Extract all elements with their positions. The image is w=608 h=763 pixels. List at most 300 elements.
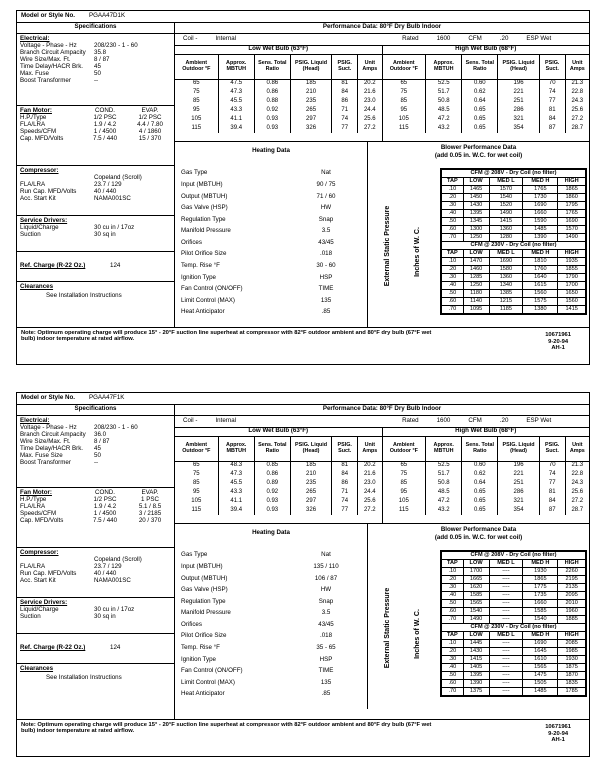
perf-cell: 77 [332,124,358,133]
heating-key: Heat Anticipator [181,308,225,316]
perf-cell: 235 [290,479,332,488]
table-row [175,497,382,506]
perf-header-cell: Sens. Total Ratio [254,55,290,79]
table-row [175,115,382,124]
spec-value: -- [94,76,99,84]
heating-value: HW [320,586,332,594]
blower-cell: 1620 [463,584,489,592]
heating-key: Regulation Type [181,215,226,223]
doc-codes [545,724,571,744]
table-row [442,274,586,282]
blower-title: Blower Performance Data [440,526,517,533]
low-wet-bulb-title: Low Wet Bulb (63°F) [175,428,382,437]
blower-cell: 1660 [523,600,558,608]
lower-section [175,142,589,327]
model-label: Model or Style No. [21,12,75,20]
doc-code-2: 9-20-94 [548,338,569,345]
table-row [442,576,586,584]
esp-axis-label [376,554,400,702]
cond-value: 1/2 PSC [93,113,117,121]
perf-cell: 20.2 [363,80,376,87]
blower-cell: .40 [442,592,464,600]
blower-cell: .60 [442,608,464,616]
blower-group-title-row [442,552,586,560]
low-wet-bulb-title: Low Wet Bulb (63°F) [175,46,382,55]
blower-cell: 2260 [558,568,586,576]
perf-cell: 0.89 [254,479,290,488]
blower-col-header: HIGH [558,560,586,568]
perf-cell: 321 [498,497,540,506]
table-row [175,488,382,497]
blower-table [440,168,587,315]
perf-cell: 85 [383,97,426,106]
spec-value: NAMA001SC [94,194,131,202]
blower-cell: ---- [489,680,523,688]
perf-cell: 21.3 [571,80,584,87]
spec-value: 40 / 440 [94,569,117,577]
blower-cell: 1185 [489,306,523,314]
spec-key: Wire Size/Max. Ft. [20,55,71,63]
table-row [383,115,590,124]
ref-charge-section [17,634,174,664]
blower-cell: 1485 [523,688,558,696]
blower-cell: 1585 [523,608,558,616]
spec-value: 30 cu in / 17oz [94,223,135,231]
perf-cell: 20.2 [363,462,376,469]
electrical-section [17,416,174,488]
table-row [442,616,586,624]
rated-label: Rated [402,35,419,43]
perf-cell: 43.3 [218,488,254,497]
spec-value: 208/230 - 1 - 60 [94,423,138,431]
blower-col-header: LOW [463,560,489,568]
blower-col-row [442,178,586,186]
blower-cell: 1640 [523,274,558,282]
blower-cell: 1485 [523,226,558,234]
blower-cell: 2135 [558,584,586,592]
blower-cell: 1540 [463,608,489,616]
blower-cell: .50 [442,290,464,298]
perf-cell: 0.65 [462,497,498,506]
spec-value: Copeland (Scroll) [94,555,142,563]
perf-cell: 27.2 [363,125,376,132]
spec-key: Acc. Start Kit [20,194,56,202]
perf-cell: 21.3 [571,462,584,469]
heating-key: Manifold Pressure [181,227,231,235]
blower-col-header: TAP [442,178,464,186]
heating-value: HW [320,204,332,212]
perf-cell: 70 [539,461,565,470]
perf-cell: 27.2 [571,116,584,123]
table-row [383,461,590,470]
clearances-title: Clearances [20,665,54,672]
spec-sheet-2 [16,392,590,757]
blower-cell: 1360 [489,274,523,282]
blower-cell: .30 [442,274,464,282]
perf-cell: 105 [383,497,426,506]
perf-cell: 0.85 [254,461,290,470]
perf-cell: 85 [175,97,218,106]
electrical-rows [20,425,171,467]
perf-cell: 86 [332,97,358,106]
heating-row [175,272,367,284]
blower-cell: 1875 [558,664,586,672]
heating-title: Heating Data [252,529,290,536]
spec-value: 50 [94,69,101,77]
cond-value: 7.5 / 440 [92,134,118,142]
blower-cell: 1140 [463,298,489,306]
perf-cell: 25.6 [571,489,584,496]
blower-cell: 1645 [523,648,558,656]
fan-motor-title: Fan Motor: [20,107,52,114]
esp-label: ESP Wet [526,35,552,43]
spec-row [20,460,171,467]
blower-cell: .50 [442,218,464,226]
blower-cell: ---- [489,608,523,616]
blower-col-header: MED L [489,632,523,640]
blower-cell: 1470 [463,258,489,266]
perf-cell: 115 [383,506,426,515]
spec-key: FLA/LRA [20,120,46,128]
spec-value: 36.0 [94,430,107,438]
spec-key: Voltage - Phase - Hz [20,41,77,49]
blower-title-block [368,142,589,168]
table-row [175,106,382,115]
perf-cell: 196 [498,79,540,88]
electrical-title: Electrical: [20,35,50,42]
table-row [383,488,590,497]
blower-cell: 2085 [558,640,586,648]
performance-column [175,23,589,327]
perf-cell: 354 [498,506,540,515]
perf-cell: 51.7 [426,88,462,97]
blower-col-header: MED H [523,250,558,258]
table-row [383,497,590,506]
heating-row [175,678,367,690]
perf-cell: 47.3 [218,88,254,97]
heating-key: Gas Valve (HSP) [181,586,228,594]
fan-motor-title: Fan Motor: [20,489,52,496]
blower-cell: 1285 [463,274,489,282]
blower-title-block [368,524,589,550]
blower-cell: 1930 [523,568,558,576]
heating-value: Snap [318,215,334,223]
high-wet-bulb-table [383,46,590,141]
perf-cell: 27.2 [571,498,584,505]
perf-cell: 24.3 [571,480,584,487]
high-wet-bulb-table [383,428,590,523]
perf-header-cell: PSIG. Suct. [332,437,358,461]
model-header [17,393,589,405]
heating-row [175,689,367,701]
perf-cell: 0.62 [462,88,498,97]
table-row [442,258,586,266]
table-row [442,568,586,576]
perf-cell: 65 [383,461,426,470]
table-row [383,470,590,479]
spec-key: Speeds/CFM [20,127,57,135]
blower-cell: .50 [442,672,464,680]
perf-header-cell: Approx. MBTUH [426,55,462,79]
blower-cell: 1565 [463,600,489,608]
blower-cell: 1475 [523,672,558,680]
perf-cell: 39.4 [218,506,254,515]
compressor-title: Compressor: [20,549,59,556]
spec-key: H.P./Type [20,113,47,121]
blower-col-header: TAP [442,250,464,258]
perf-cell: 0.86 [254,88,290,97]
heating-row [175,562,367,574]
perf-header-cell: PSIG. Liquid (Head) [498,55,540,79]
perf-cell: 65 [383,79,426,88]
rated-value: 1600 [436,417,451,425]
blower-cell: .60 [442,298,464,306]
perf-cell: 84 [332,88,358,97]
blower-cell: 2010 [558,600,586,608]
perf-cell: 65 [175,461,218,470]
blower-cell: 1450 [463,194,489,202]
specifications-title: Specifications [17,405,175,416]
heating-value: 135 [320,678,332,686]
coil-row [175,34,589,46]
perf-cell: 84 [539,115,565,124]
doc-code-3: AH-1 [551,345,565,352]
table-row [442,640,586,648]
perf-cell: 81 [332,461,358,470]
heating-data [175,524,368,709]
blower-cell: 1935 [558,258,586,266]
perf-cell: 0.92 [254,488,290,497]
blower-col-header: TAP [442,560,464,568]
heating-value: 43/45 [318,238,334,246]
cfm-label: CFM [468,417,482,425]
heating-value: 71 / 60 [316,192,336,200]
perf-cell: 74 [539,88,565,97]
model-label: Model or Style No. [21,394,75,402]
perf-header-cell: PSIG. Liquid (Head) [290,437,332,461]
perf-cell: 77 [539,97,565,106]
blower-cell: 1575 [523,298,558,306]
blower-performance [368,142,589,327]
spec-key: Suction [20,230,41,238]
spec-value: -- [94,458,99,466]
low-wet-bulb-grid [175,55,382,133]
blower-cell: ---- [489,600,523,608]
blower-grid [441,169,586,314]
fan-motor-rows [20,497,171,525]
perf-cell: 75 [175,88,218,97]
heating-key: Fan Control (ON/OFF) [181,667,243,675]
blower-col-header: MED L [489,250,523,258]
perf-header-cell: PSIG. Suct. [539,55,565,79]
perf-cell: 84 [332,470,358,479]
spec-key: Time Delay/HACR Brk. [20,444,84,452]
perf-cell: 0.86 [254,470,290,479]
spec-key: Boost Transformer [20,458,71,466]
blower-cell: 1375 [463,688,489,696]
perf-cell: 95 [175,488,218,497]
high-wet-bulb-grid [383,437,590,515]
table-row [175,79,382,88]
blower-cell: 1585 [463,592,489,600]
heating-key: Gas Valve (HSP) [181,204,228,212]
perf-cell: 50.8 [426,479,462,488]
perf-cell: 48.3 [218,461,254,470]
perf-cell: 0.62 [462,470,498,479]
blower-cell: 1570 [558,226,586,234]
heating-key: Limit Control (MAX) [181,296,235,304]
clearances-value: See Installation Instructions [46,673,122,681]
fan-motor-section [17,488,174,548]
perf-cell: 0.65 [462,124,498,133]
blower-cell: 1360 [489,226,523,234]
cfm-label: CFM [468,35,482,43]
heating-row [175,180,367,192]
perf-header-cell: Unit Amps [565,55,589,79]
heating-title: Heating Data [252,147,290,154]
spec-key: Cap. MFD/Volts [20,516,64,524]
table-row [442,186,586,194]
blower-cell: 1280 [489,234,523,242]
spec-key: FLA/LRA [20,562,46,570]
evap-value: 4.4 / 7.80 [137,120,163,128]
blower-cell: 1810 [523,258,558,266]
esp-axis-text: External Static Pressure [384,205,392,287]
cond-value: 1.9 / 4.2 [93,502,117,510]
perf-cell: 25.6 [363,116,376,123]
coil-label: Coil - [183,35,198,43]
heating-value: 106 / 87 [314,574,338,582]
service-drivers-title: Service Drivers: [20,217,68,224]
heating-key: Manifold Pressure [181,609,231,617]
blower-cell: 1580 [489,266,523,274]
blower-cell: 1395 [463,210,489,218]
blower-cell: 1390 [523,234,558,242]
heating-value: 135 [320,296,332,304]
blower-cell: 1690 [558,218,586,226]
perf-cell: 235 [290,97,332,106]
perf-cell: 297 [290,497,332,506]
doc-code-1: 10671961 [545,724,571,730]
table-row [383,479,590,488]
blower-cell: 1095 [463,306,489,314]
blower-subtitle: (add 0.05 in. W.C. for wet coil) [434,152,523,160]
blower-cell: .50 [442,600,464,608]
blower-cell: 1690 [523,202,558,210]
perf-cell: 70 [539,79,565,88]
perf-cell: 24.4 [363,489,376,496]
spec-key: Liquid/Charge [20,605,59,613]
blower-cell: .70 [442,616,464,624]
blower-cell: 1395 [463,672,489,680]
perf-cell: 265 [290,106,332,115]
blower-cell: ---- [489,656,523,664]
perf-cell: 47.5 [218,79,254,88]
blower-cell: 1885 [558,616,586,624]
table-row [442,266,586,274]
blower-cell: 1690 [523,640,558,648]
perf-cell: 0.92 [254,106,290,115]
heating-value: 3.5 [321,609,331,617]
perf-cell: 28.7 [571,507,584,514]
heating-row [175,596,367,608]
performance-title: Performance Data: 80°F Dry Bulb Indoor [175,23,589,34]
specifications-column [17,416,175,719]
model-value: PGAA47D1K [88,12,126,20]
blower-cell: 1415 [489,218,523,226]
clearances-value: See Installation Instructions [46,291,122,299]
table-row [442,656,586,664]
evap-label: EVAP. [141,489,159,496]
evap-value: 15 / 370 [138,134,162,142]
perf-cell: 115 [383,124,426,133]
perf-header-cell: Ambient Outdoor °F [383,437,426,461]
electrical-rows [20,43,171,85]
note-text: Note: Optimum operating charge will produce 15° - 20°F suction line superheat at compressor with 82°F outdoor ambient and 80°F dry bulb (67°F wet bulb) indoor temperature at rated airflow. [21,722,432,735]
service-drivers-section [17,598,174,634]
spec-value: Copeland (Scroll) [94,173,142,181]
blower-group-title: CFM @ 208V - Dry Coil (no filter) [442,170,586,178]
blower-col-header: MED H [523,560,558,568]
perf-cell: 74 [332,497,358,506]
blower-group-title-row [442,242,586,250]
perf-header-cell: Ambient Outdoor °F [175,55,218,79]
heating-row [175,608,367,620]
spec-key: Boost Transformer [20,76,71,84]
heating-row [175,168,367,180]
perf-header-cell: Ambient Outdoor °F [175,437,218,461]
heating-key: Limit Control (MAX) [181,678,235,686]
cond-value: 1/2 PSC [93,495,117,503]
perf-cell: 85 [383,479,426,488]
perf-header-cell: PSIG. Suct. [539,437,565,461]
blower-cell: .10 [442,258,464,266]
blower-cell: 1760 [523,266,558,274]
table-row [442,648,586,656]
table-row [175,88,382,97]
perf-header-cell: Approx. MBTUH [218,437,254,461]
perf-cell: 51.7 [426,470,462,479]
spec-value: 50 [94,451,101,459]
spec-value: 45 [94,444,101,452]
coil-value: Internal [215,35,237,43]
blower-cell: .40 [442,664,464,672]
blower-cell: 1415 [558,306,586,314]
blower-cell: .70 [442,688,464,696]
perf-cell: 25.6 [363,498,376,505]
perf-cell: 47.2 [426,115,462,124]
high-wet-bulb-title: High Wet Bulb (68°F) [383,428,590,437]
heating-rows [175,168,367,319]
doc-code-2: 9-20-94 [548,730,569,737]
spec-value: 8 / 87 [94,55,110,63]
blower-cell: 1490 [558,234,586,242]
blower-cell: .60 [442,226,464,234]
perf-cell: 0.93 [254,497,290,506]
perf-cell: 185 [290,79,332,88]
heating-key: Temp. Rise °F [181,644,220,652]
blower-cell: 1700 [463,568,489,576]
perf-cell: 81 [539,488,565,497]
spec-value: 208/230 - 1 - 60 [94,41,138,49]
perf-cell: 87 [539,506,565,515]
blower-cell: 1870 [558,672,586,680]
compressor-rows [20,175,171,203]
electrical-title: Electrical: [20,417,50,424]
heating-key: Gas Type [181,551,208,559]
blower-cell: 1415 [463,656,489,664]
doc-code-1: 10671961 [545,332,571,338]
